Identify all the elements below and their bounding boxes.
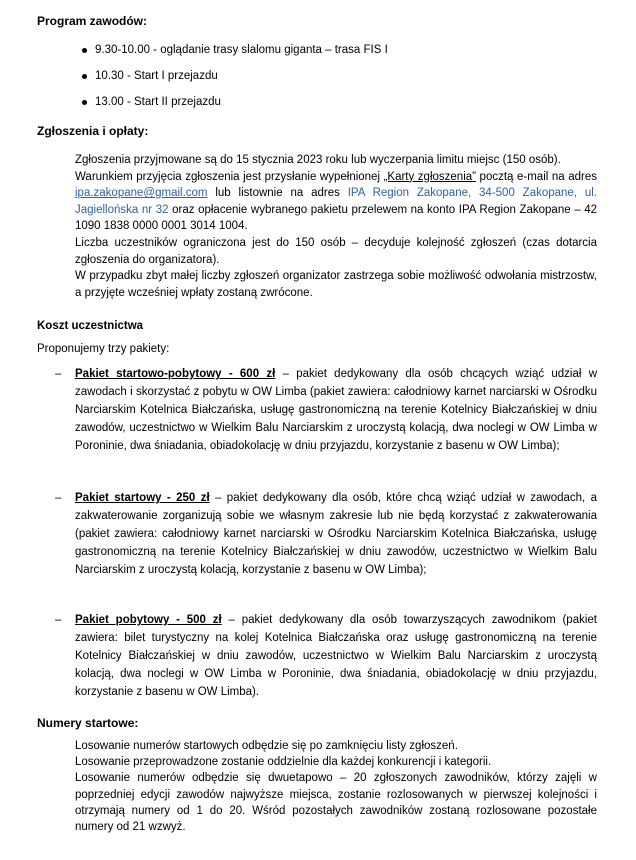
bullet-icon <box>82 74 87 79</box>
list-item: 10.30 - Start I przejazdu <box>95 69 388 95</box>
package-name: Pakiet startowy - 250 zł <box>75 492 210 504</box>
package-start <box>55 489 598 579</box>
bullet-icon <box>82 48 87 53</box>
email-link[interactable]: ipa.zakopane@gmail.com <box>75 187 208 200</box>
form-name: „Karty zgłoszenia” <box>383 170 476 183</box>
package-desc: – pakiet dedykowany dla osób chcących wziąć udział w zawodach i skorzystać z pobytu w OW Limba (pakiet zawiera: całodniowy karnet narciarski w Ośrodku Narciarskim Kotelnica Białczańska, usługę gastronomiczną na terenie Kotelnicy Białczańskiej w dniu zawodów, uczestnictwo w Wielkim Balu Narciarskim z uroczystą kolacją, dwa noclegi w OW Limba w Poroninie, dwa śniadania, obiadokolację w dniu przyjazdu, korzystanie z basenu w OW Limba); <box>75 368 597 453</box>
registration-deadline: Zgłoszenia przyjmowane są do 15 stycznia 2023 roku lub wyczerpania limitu miejsc (150 osób). <box>75 154 561 166</box>
registration-text <box>75 152 597 301</box>
registration-conditions: Warunkiem przyjęcia zgłoszenia jest przysłanie wypełnionej „Karty zgłoszenia” pocztą e-mail na adres ipa.zakopane@gmail.com lub listownie na adres IPA Region Zakopane, 34-500 Zakopane, ul. Jagiellońska nr 32 oraz opłacenie wybranego pakietu przelewem na konto IPA Region Zakopane – 42 1090 1838 0000 0001 3014 1004. <box>75 170 597 233</box>
postal-address: IPA Region Zakopane, 34-500 Zakopane, ul. Jagiellońska nr 32 <box>75 187 597 216</box>
numbers-p1: Losowanie numerów startowych odbędzie się po zamknięciu listy zgłoszeń. <box>75 740 458 752</box>
registration-heading: Zgłoszenia i opłaty: <box>37 124 149 138</box>
bullet-icon <box>82 100 87 105</box>
registration-limit: Liczba uczestników ograniczona jest do 150 osób – decyduje kolejność zgłoszeń (czas dotarcia zgłoszenia do organizatora). <box>75 236 597 266</box>
package-start-stay <box>55 365 597 455</box>
package-name: Pakiet startowo-pobytowy - 600 zł <box>75 368 276 380</box>
numbers-p3: Losowanie numerów odbędzie się dwuetapowo – 20 zgłoszonych zawodników, którzy zajęli w poprzedniej edycji zawodów najwyższe miejsca, zostanie rozlosowanych w pierwszej kolejności i otrzymają numery od 1 do 20. Wśród pozostałych zawodników zostaną rozlosowane pozostałe numery od 21 wzwyż. <box>75 772 597 834</box>
numbers-heading: Numery startowe: <box>37 716 139 730</box>
dash-bullet: – <box>55 492 62 504</box>
numbers-text <box>75 738 597 835</box>
package-desc: – pakiet dedykowany dla osób, które chcą wziąć udział w zawodach, a zakwaterowanie zorganizują sobie we własnym zakresie lub nie będą korzystać z zakwaterowania (pakiet zawiera: całodniowy karnet narciarski w Ośrodku Narciarskim Kotelnica Białczańska, usługę gastronomiczną na terenie Kotelnicy Białczańskiej w dniu zawodów, uczestnictwo w Wielkim Balu Narciarskim z uroczystą kolacją, korzystanie z basenu w OW Limba); <box>75 492 598 577</box>
registration-cancel: W przypadku zbyt małej liczby zgłoszeń organizator zastrzega sobie możliwość odwołania mistrzostw, a przyjęte wcześniej wpłaty zostaną zwrócone. <box>75 270 597 299</box>
cost-intro: Proponujemy trzy pakiety: <box>37 343 170 355</box>
program-list <box>95 43 388 121</box>
package-stay <box>55 611 597 701</box>
package-desc: – pakiet dedykowany dla osób towarzyszących zawodnikom (pakiet zawiera: bilet turystyczny na kolej Kotelnica Białczańska oraz usługę gastronomiczną na terenie Kotelnicy Białczańskiej w dniu zawodów, uczestnictwo w Wielkim Balu Narciarskim z uroczystą kolacją, dwa noclegi w OW Limba w Poroninie, dwa śniadania, obiadokolację w dniu przyjazdu, korzystanie z basenu w OW Limba). <box>75 614 597 699</box>
list-item: 9.30-10.00 - oglądanie trasy slalomu giganta – trasa FIS I <box>95 43 388 69</box>
cost-heading: Koszt uczestnictwa <box>37 320 144 332</box>
package-name: Pakiet pobytowy - 500 zł <box>75 614 222 626</box>
dash-bullet: – <box>55 614 62 626</box>
dash-bullet: – <box>55 368 62 380</box>
numbers-p2: Losowanie przeprowadzone zostanie oddzielnie dla każdej konkurencji i kategorii. <box>75 756 492 769</box>
program-heading: Program zawodów: <box>37 14 148 28</box>
list-item: 13.00 - Start II przejazdu <box>95 95 388 121</box>
